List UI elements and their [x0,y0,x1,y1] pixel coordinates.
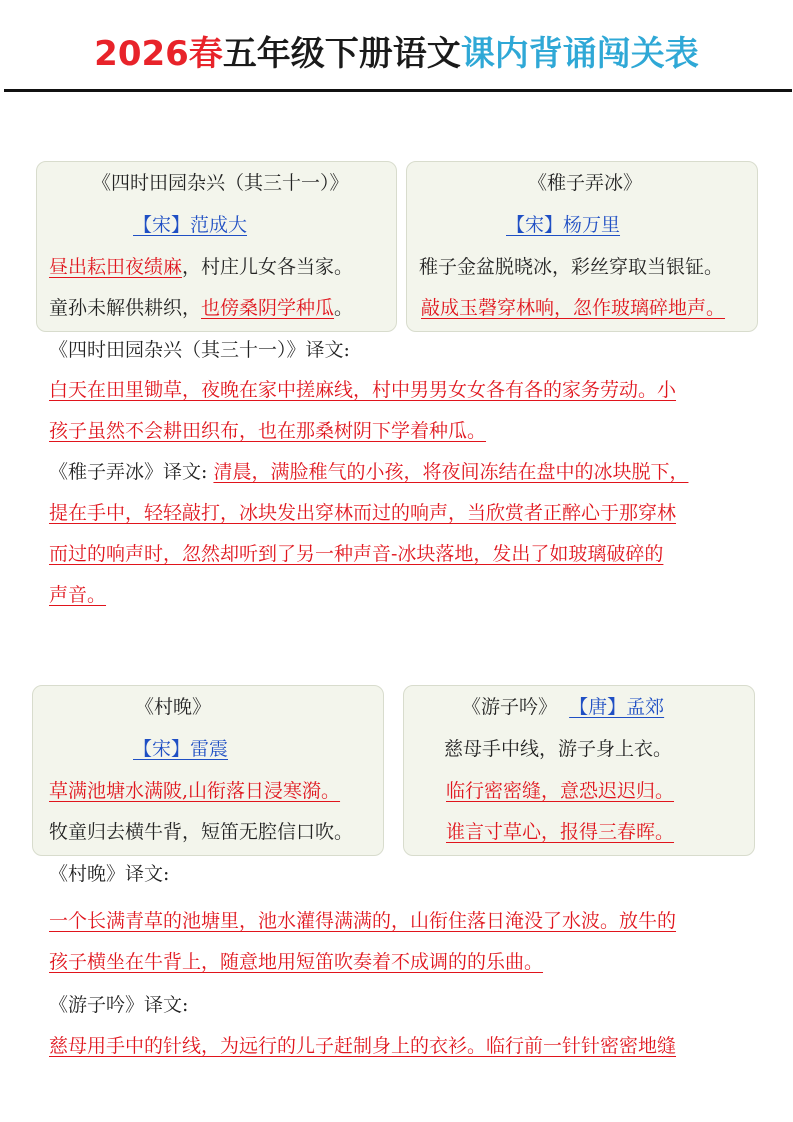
translation-label: 《游子吟》译文: [49,994,189,1016]
translation-label: 《稚子弄冰》译文: [49,461,214,483]
poem-recite-blank: 敲成玉磬穿林响，忽作玻璃碎地声。 [421,297,726,319]
poem-recite-blank: 也傍桑阴学种瓜 [201,297,335,319]
translation-line: 而过的响声时，忽然却听到了另一种声音-冰块落地，发出了如玻璃破碎的 [49,543,664,565]
poem-title-text: 《游子吟》 [462,696,558,718]
translation-line: 孩子虽然不会耕田织布，也在那桑树阴下学着种瓜。 [49,420,487,442]
poem-recite-blank: 昼出耘田夜绩麻 [49,256,183,278]
poem-author [133,738,240,760]
translation-line: 清晨，满脸稚气的小孩，将夜间冻结在盘中的冰块脱下， [213,461,689,483]
translation-label: 《四时田园杂兴（其三十一）》译文: [49,339,350,361]
poem-title [462,696,664,718]
poem-line [421,297,725,319]
poem-author-text: 【宋】范成大 [133,214,248,236]
translation-label: 《村晚》译文: [49,863,170,885]
translation-text [49,1026,749,1067]
poem-line [49,780,340,802]
poem-title: 《四时田园杂兴（其三十一）》 [92,172,349,194]
translation-text [49,901,749,983]
poem-recite-blank: 草满池塘水满陂,山衔落日浸寒漪。 [49,780,341,802]
title-subject: 课内背诵闯关表 [460,34,699,74]
translation-line: 声音。 [49,584,107,606]
poem-line: 牧童归去横牛背，短笛无腔信口吹。 [49,821,354,843]
translation-line: 提在手中，轻轻敲打，冰块发出穿林而过的响声，当欣赏者正醉心于那穿林 [49,502,677,524]
poem-title: 《稚子弄冰》 [528,172,643,194]
poem-line-text: 童孙未解供耕织， [49,297,202,319]
poem-author: 【唐】孟郊 [569,696,665,718]
translation-line: 孩子横坐在牛背上，随意地用短笛吹奏着不成调的的乐曲。 [49,951,544,973]
poem-author [133,214,259,236]
poem-line [49,297,353,319]
poem-recite-blank: 临行密密缝，意恐迟迟归。 [446,780,675,802]
poem-author-text: 【宋】杨万里 [506,214,621,236]
translation-line: 白天在田里锄草，夜晚在家中搓麻线，村中男男女女各有各的家务劳动。小 [49,379,677,401]
translation-line: 一个长满青草的池塘里，池水灌得满满的，山衔住落日淹没了水波。放牛的 [49,910,677,932]
poem-title: 《村晚》 [135,696,212,718]
poem-line-text: ，村庄儿女各当家。 [182,256,354,278]
poem-author-text: 【宋】雷震 [133,738,229,760]
translation-line: 慈母用手中的针线，为远行的儿子赶制身上的衣衫。临行前一针针密密地缝 [49,1035,677,1057]
poem-line [49,256,353,278]
translation-text [49,370,749,616]
poem-line [446,780,674,802]
poem-line: 慈母手中线，游子身上衣。 [444,738,673,760]
page-title [0,26,793,75]
title-year: 2026春 [94,34,223,74]
poem-recite-blank: 谁言寸草心，报得三春晖。 [446,821,675,843]
poem-author [506,214,620,236]
poem-line [446,821,674,843]
poem-line: 稚子金盆脱晓冰，彩丝穿取当银钲。 [419,256,724,278]
poem-line-text: 。 [334,297,354,319]
title-grade: 五年级下册语文 [222,34,461,74]
header-divider [4,89,792,92]
